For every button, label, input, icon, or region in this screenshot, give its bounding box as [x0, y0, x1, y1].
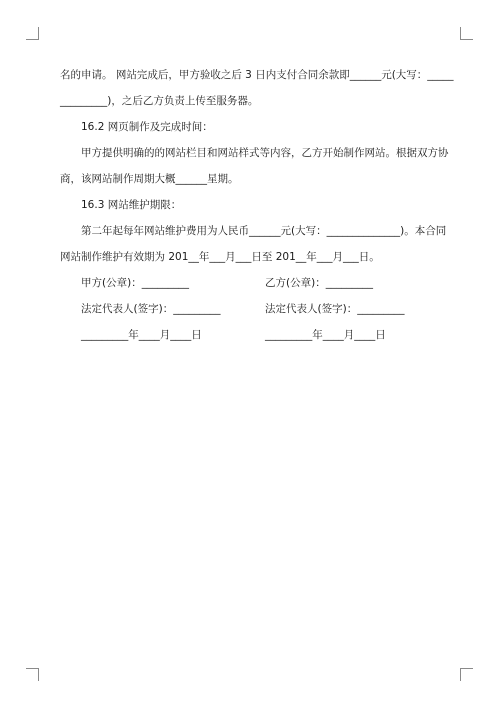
paragraph-line: 网站制作维护有效期为 201__年___月___日至 201__年___月___日。: [60, 251, 380, 263]
signature-row-seal: [60, 274, 440, 300]
signature-row-date: [60, 326, 440, 352]
crop-mark-bottom-right: [460, 668, 473, 681]
party-b-representative-field: 法定代表人(签字)：_________: [265, 303, 405, 315]
document-body: [60, 66, 454, 352]
paragraph-line: _________)，之后乙方负责上传至服务器。: [60, 95, 259, 107]
section-heading-16-2: 16.2 网页制作及完成时间：: [81, 121, 213, 133]
paragraph-line: 第二年起每年网站维护费用为人民币______元(大写：______________)。本合同: [81, 225, 447, 237]
party-a-date-field: _________年____月____日: [81, 329, 202, 341]
crop-mark-bottom-left: [26, 668, 39, 681]
party-a-seal-field: 甲方(公章)：_________: [81, 277, 189, 289]
party-b-seal-field: 乙方(公章)：_________: [265, 277, 373, 289]
paragraph-line: 名的申请。 网站完成后，甲方验收之后 3 日内支付合同余款即______元(大写：_____: [60, 69, 454, 81]
signature-row-representative: [60, 300, 440, 326]
section-heading-16-3: 16.3 网站维护期限：: [81, 199, 182, 211]
party-b-date-field: _________年____月____日: [265, 329, 386, 341]
party-a-representative-field: 法定代表人(签字)：_________: [81, 303, 221, 315]
crop-mark-top-left: [26, 27, 39, 40]
paragraph-line: 商，该网站制作周期大概______星期。: [60, 173, 239, 185]
crop-mark-top-right: [460, 27, 473, 40]
paragraph-line: 甲方提供明确的的网站栏目和网站样式等内容，乙方开始制作网站。根据双方协: [81, 147, 449, 159]
